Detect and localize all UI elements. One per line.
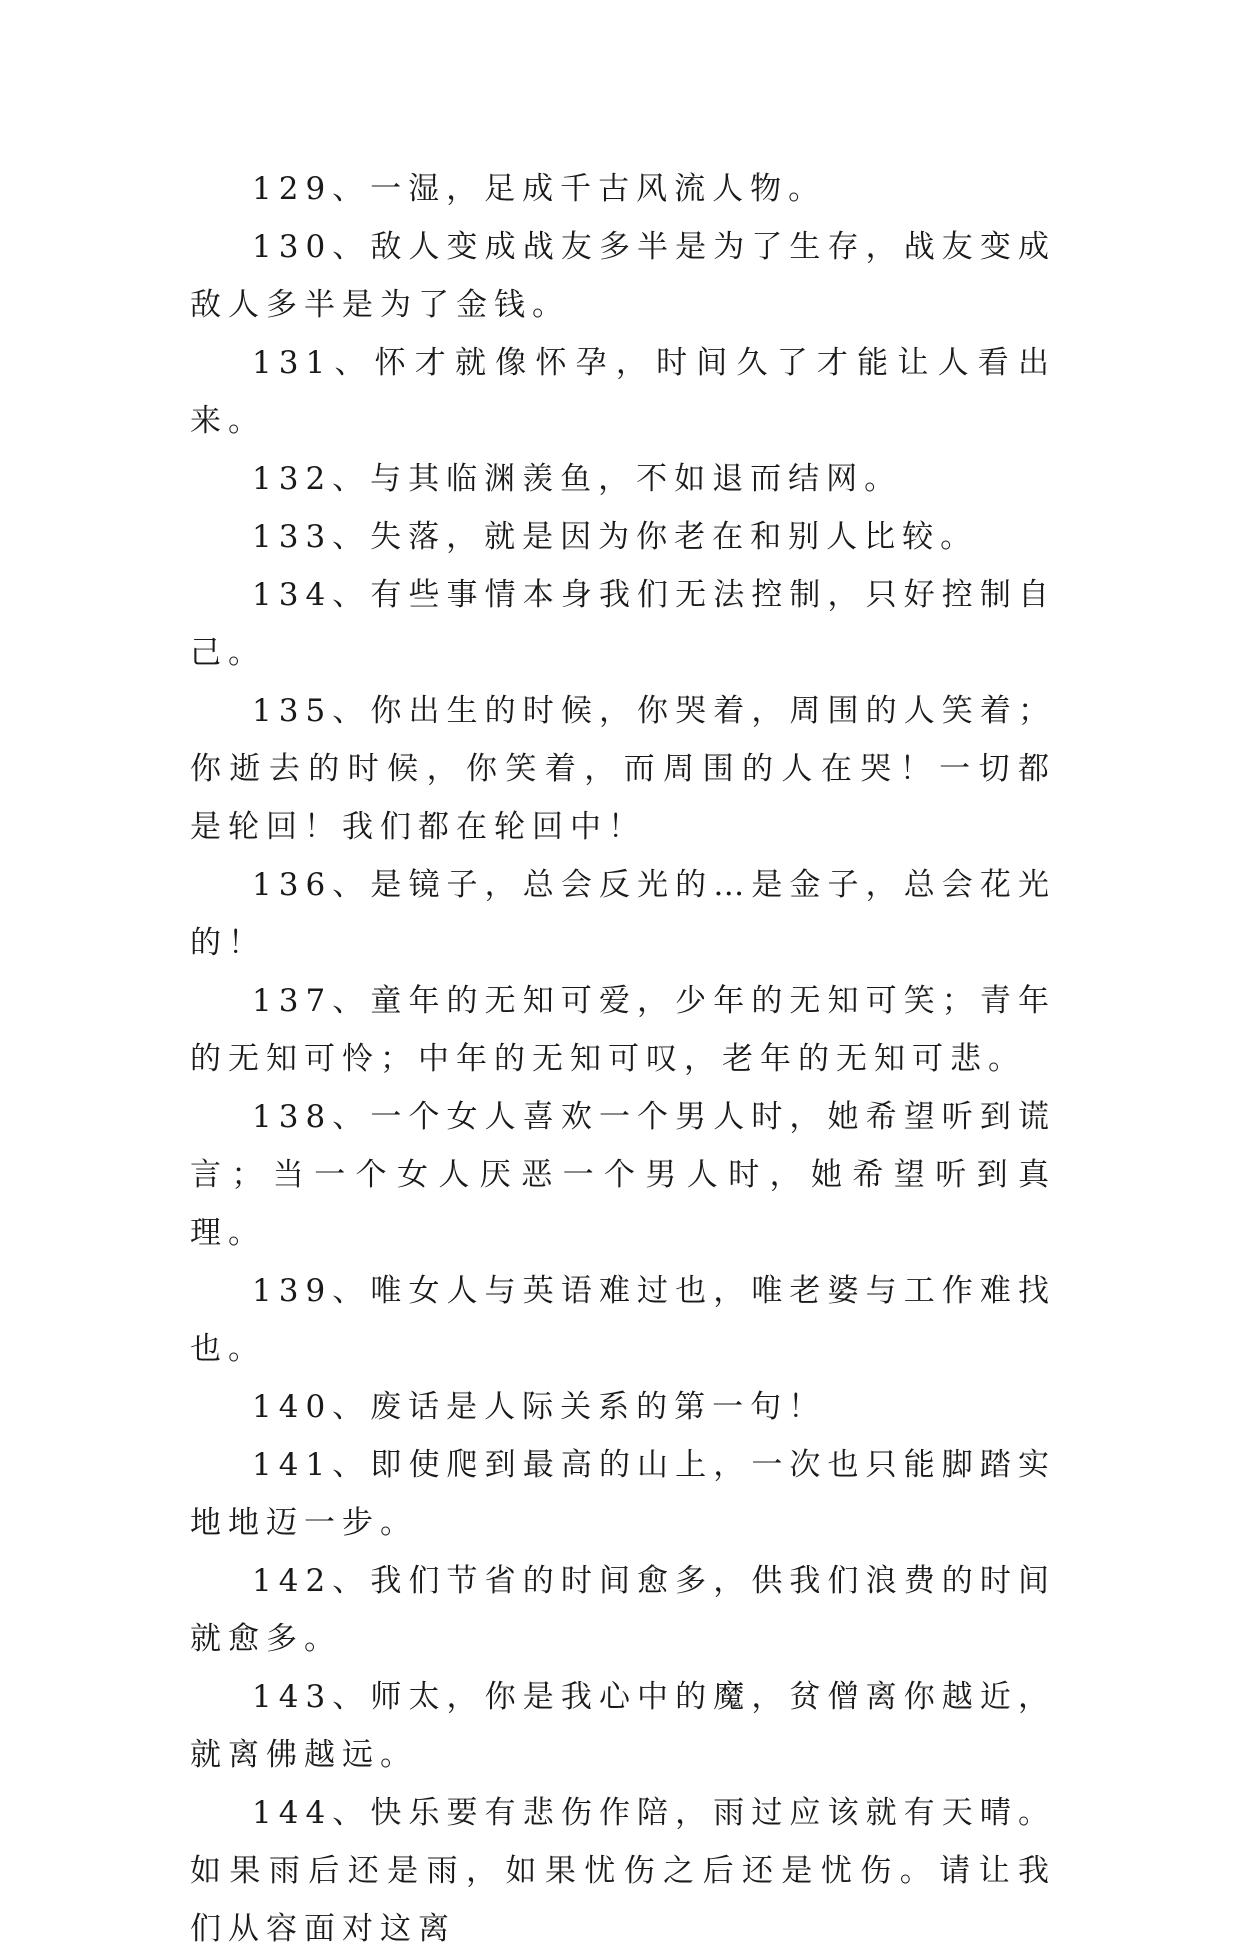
document-body	[190, 160, 1056, 1958]
paragraph-138: 138、一个女人喜欢一个男人时，她希望听到谎言；当一个女人厌恶一个男人时，她希望听到真理。	[190, 1099, 1056, 1251]
paragraph-134: 134、有些事情本身我们无法控制，只好控制自己。	[190, 577, 1056, 671]
paragraph-140: 140、废话是人际关系的第一句！	[252, 1389, 827, 1425]
paragraph-143: 143、师太，你是我心中的魔，贫僧离你越近，就离佛越远。	[190, 1679, 1056, 1773]
paragraph-133: 133、失落，就是因为你老在和别人比较。	[252, 519, 979, 555]
paragraph-135: 135、你出生的时候，你哭着，周围的人笑着；你逝去的时候，你笑着，而周围的人在哭！一切都是轮回！我们都在轮回中！	[190, 693, 1056, 845]
paragraph-129: 129、一湿，足成千古风流人物。	[252, 171, 827, 207]
paragraph-139: 139、唯女人与英语难过也，唯老婆与工作难找也。	[190, 1273, 1056, 1367]
paragraph-142: 142、我们节省的时间愈多，供我们浪费的时间就愈多。	[190, 1563, 1056, 1657]
paragraph-131: 131、怀才就像怀孕，时间久了才能让人看出来。	[190, 345, 1056, 439]
paragraph-137: 137、童年的无知可爱，少年的无知可笑；青年的无知可怜；中年的无知可叹，老年的无知可悲。	[190, 983, 1056, 1077]
paragraph-136: 136、是镜子，总会反光的…是金子，总会花光的！	[190, 867, 1056, 961]
paragraph-144: 144、快乐要有悲伤作陪，雨过应该就有天晴。如果雨后还是雨，如果忧伤之后还是忧伤。请让我们从容面对这离	[190, 1795, 1056, 1947]
paragraph-132: 132、与其临渊羡鱼，不如退而结网。	[252, 461, 903, 497]
paragraph-141: 141、即使爬到最高的山上，一次也只能脚踏实地地迈一步。	[190, 1447, 1056, 1541]
paragraph-130: 130、敌人变成战友多半是为了生存，战友变成敌人多半是为了金钱。	[190, 229, 1056, 323]
